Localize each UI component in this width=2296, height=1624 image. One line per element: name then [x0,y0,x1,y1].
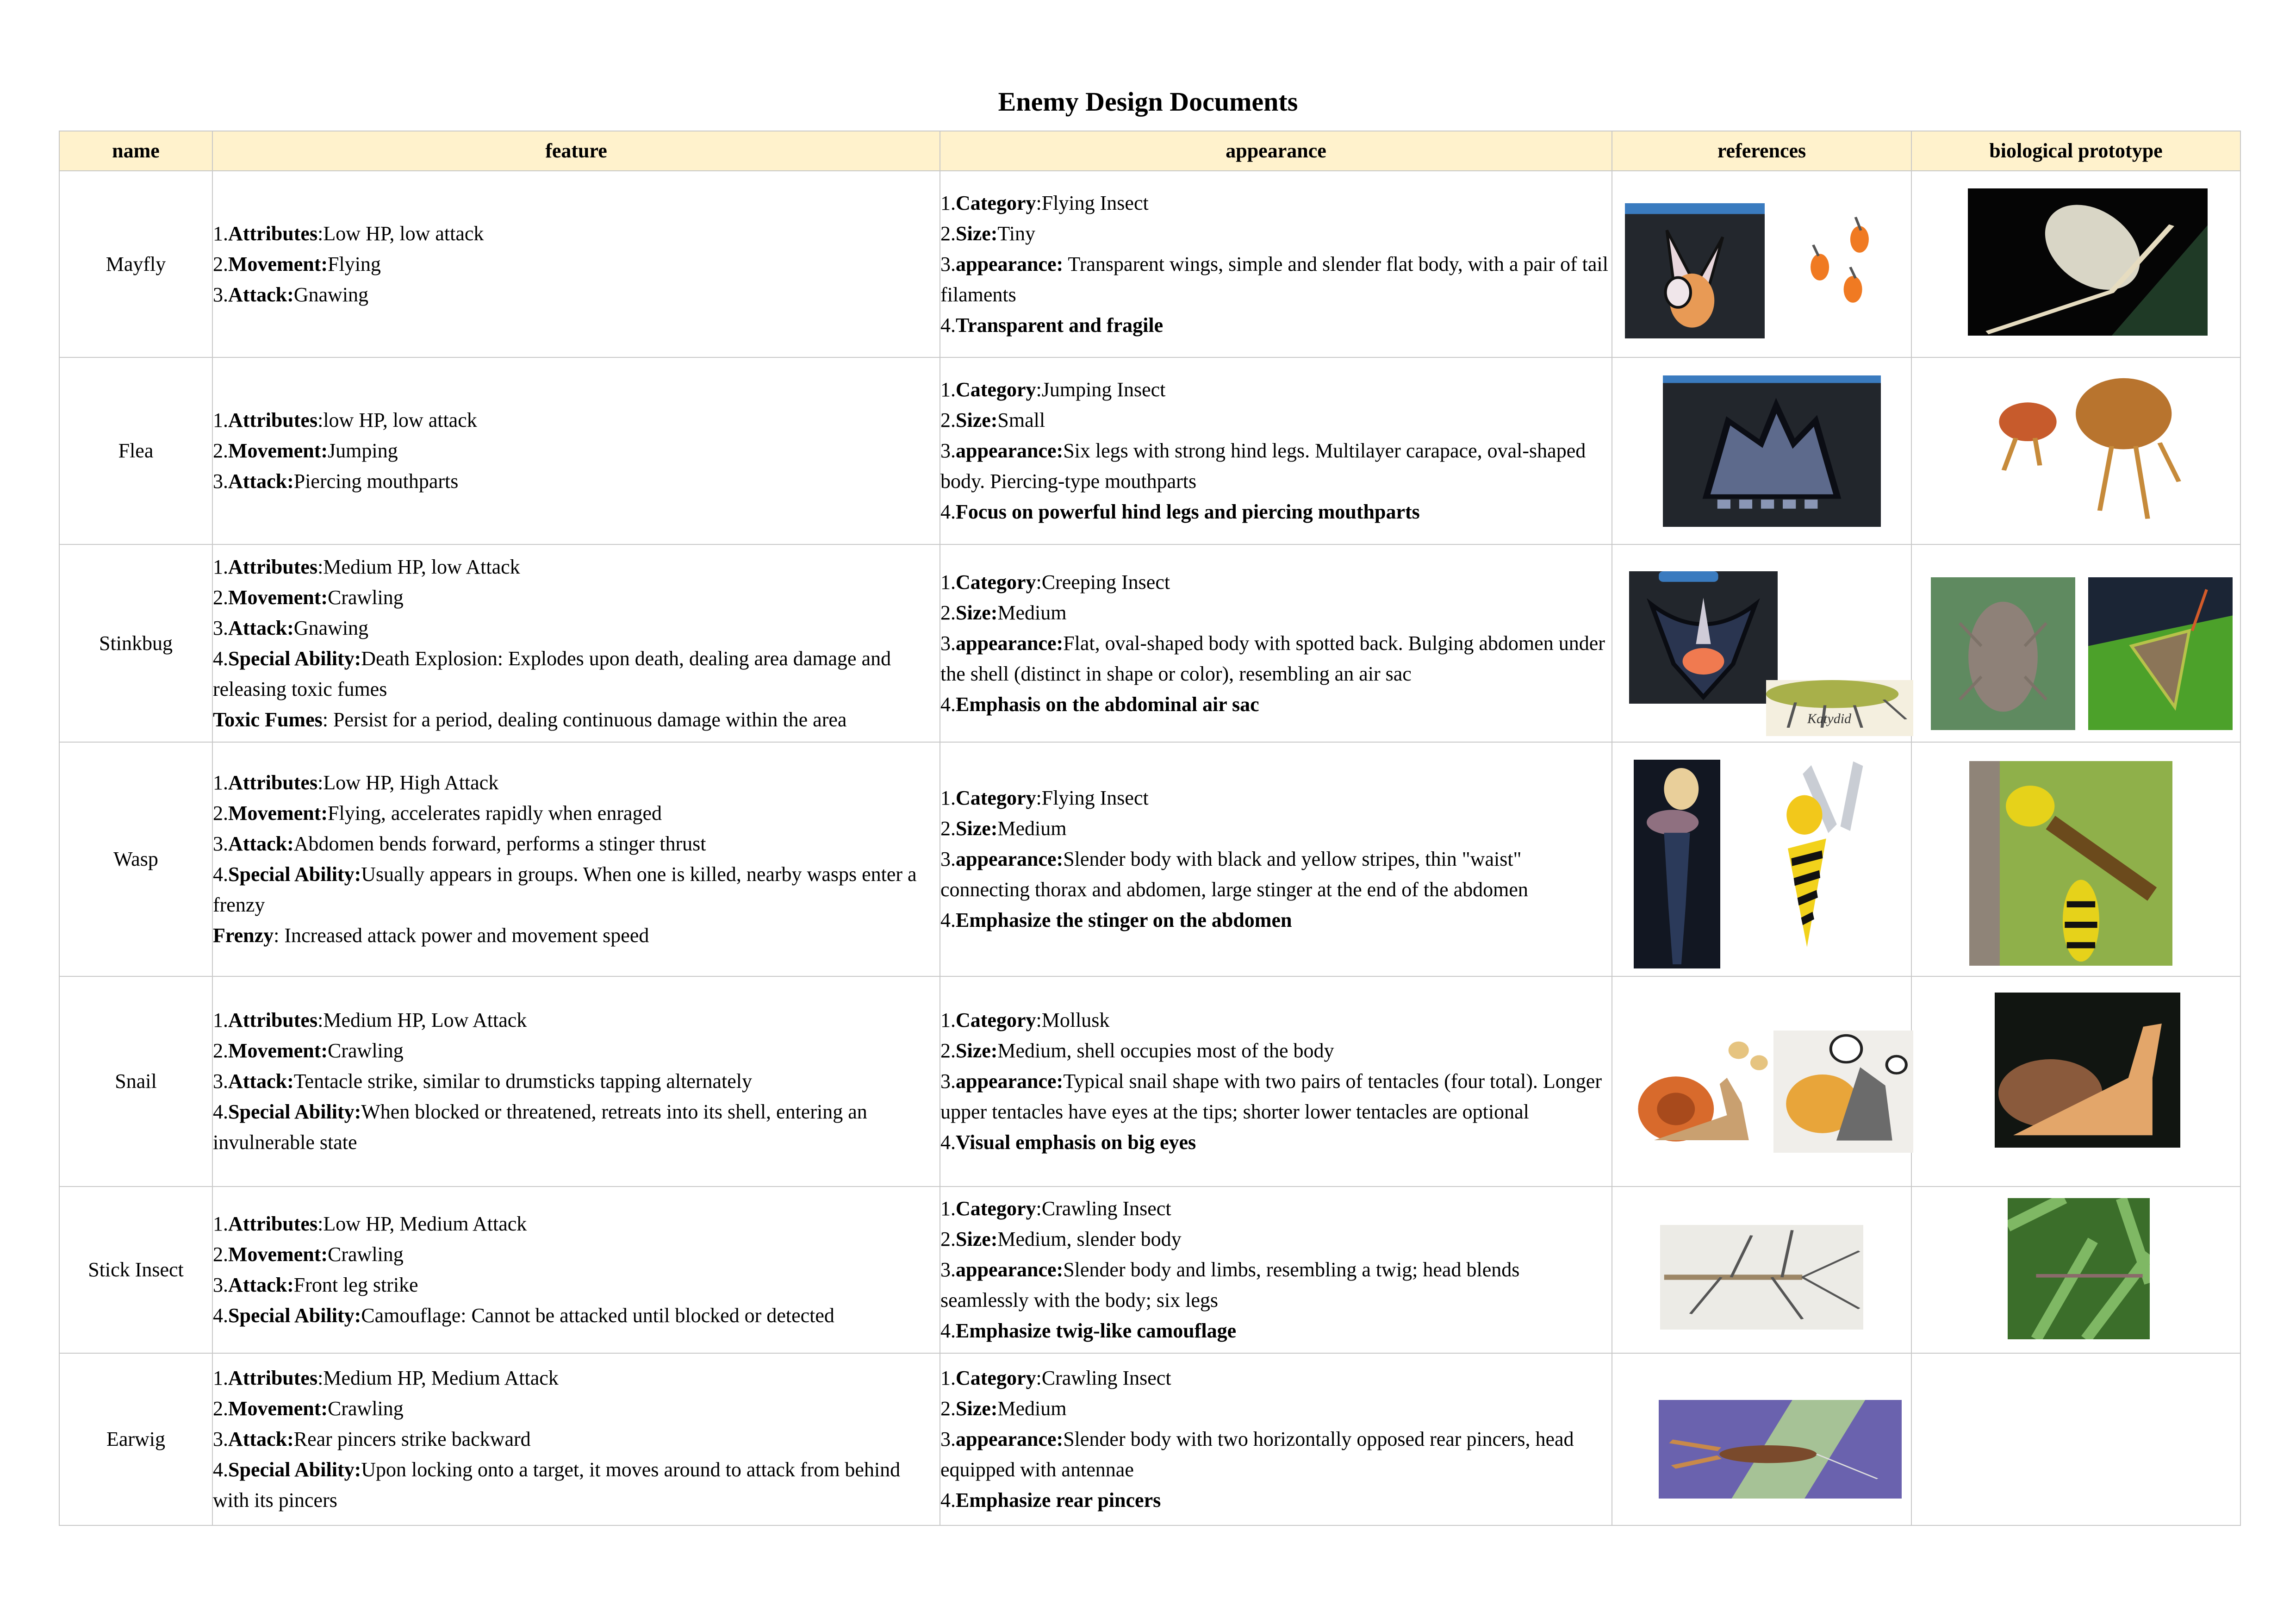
appearance-cell [940,742,1612,976]
katydid-caption: Katydid [1807,711,1852,726]
appearance-value: Medium [997,1397,1067,1420]
table-row [59,976,2240,1187]
feature-line [213,1300,940,1331]
feature-label: Attack: [228,470,294,493]
feature-value: Usually appears in groups. When one is killed, nearby wasps enter a frenzy [213,863,917,916]
appearance-line [940,1036,1612,1066]
reference-image-stinkbug-sprite [1629,571,1778,704]
feature-value: Piercing mouthparts [293,470,459,493]
feature-num: 1. [213,1009,228,1031]
header-references: references [1612,131,1911,171]
feature-line [213,859,940,920]
feature-num: 2. [213,586,228,609]
feature-num: 1. [213,1367,228,1389]
appearance-line [940,436,1612,497]
appearance-label: Emphasize the stinger on the abdomen [956,909,1292,931]
appearance-value: Slender body and limbs, resembling a twig; head blends seamlessly with the body; six legs [940,1258,1520,1312]
appearance-num: 4. [940,500,956,523]
appearance-line [940,375,1612,405]
appearance-num: 2. [940,1228,956,1250]
reference-image-wasp-humanoid-sprite [1634,760,1720,968]
appearance-num: 2. [940,222,956,245]
appearance-num: 3. [940,252,956,275]
feature-value: Death Explosion: Explodes upon death, dealing area damage and releasing toxic fumes [213,647,891,700]
header-appearance: appearance [940,131,1612,171]
appearance-line [940,1316,1612,1346]
appearance-num: 4. [940,693,956,716]
appearance-value: Flat, oval-shaped body with spotted back. Bulging abdomen under the shell (distinct in shape or color), resembling an air sac [940,631,1605,685]
appearance-line [940,219,1612,249]
appearance-line [940,249,1612,310]
appearance-num: 4. [940,909,956,931]
appearance-line [940,1066,1612,1127]
feature-value: Medium HP, Medium Attack [323,1367,559,1389]
appearance-sep: : [1036,1197,1042,1220]
table-row [59,742,2240,976]
feature-cell [212,1187,940,1353]
appearance-value: Creeping Insect [1041,570,1170,593]
feature-line [213,829,940,859]
appearance-value: Medium, shell occupies most of the body [997,1039,1334,1062]
feature-line [213,768,940,798]
appearance-num: 3. [940,1258,956,1281]
appearance-label: Emphasize twig-like camouflage [956,1319,1237,1342]
appearance-num: 3. [940,1070,956,1093]
appearance-value: Crawling Insect [1041,1367,1171,1389]
appearance-num: 4. [940,313,956,337]
appearance-value: Medium [997,817,1067,840]
appearance-cell [940,1353,1612,1525]
appearance-line [940,1005,1612,1036]
feature-num: 3. [213,832,228,855]
appearance-value: Slender body with black and yellow stripes, thin "waist" connecting thorax and abdomen, large stinger at the end of the abdomen [940,848,1528,901]
feature-label: Movement: [228,252,328,275]
appearance-num: 1. [940,1367,956,1389]
appearance-line [940,689,1612,720]
document-title: Enemy Design Documents [998,87,1298,117]
appearance-sep: : [1036,1009,1042,1031]
feature-label: Attack: [228,283,294,306]
appearance-line [940,497,1612,527]
feature-label: Movement: [228,1243,328,1266]
table-header-row [59,131,2240,171]
feature-num: 2. [213,252,228,275]
appearance-label: Category [956,1197,1036,1220]
reference-image-wasp-cartoon [1756,760,1884,957]
appearance-label: appearance: [956,631,1064,655]
feature-value: Low HP, low attack [323,222,484,245]
appearance-cell [940,544,1612,742]
feature-line [213,1066,940,1097]
feature-num: 3. [213,1274,228,1296]
appearance-value: Medium [997,601,1067,624]
feature-label: Attack: [228,1070,294,1093]
appearance-line [940,188,1612,219]
appearance-line [940,1193,1612,1224]
appearance-num: 4. [940,1489,956,1512]
feature-cell [212,976,940,1187]
feature-cell [212,742,940,976]
enemy-design-table [59,131,2241,1526]
appearance-num: 3. [940,631,956,655]
appearance-line [940,1224,1612,1255]
appearance-label: Category [956,191,1036,214]
appearance-line [940,310,1612,341]
appearance-label: Size: [956,817,998,840]
appearance-label: Size: [956,1039,998,1062]
appearance-label: Size: [956,601,998,624]
feature-label: Attack: [228,832,294,855]
appearance-label: Size: [956,1397,998,1420]
feature-value: Medium HP, low Attack [323,555,520,578]
reference-image-mayfly-cartoon [1773,206,1906,317]
feature-line [213,1424,940,1455]
appearance-num: 1. [940,570,956,593]
appearance-num: 1. [940,191,956,214]
appearance-label: Transparent and fragile [956,313,1164,337]
table-row [59,357,2240,544]
enemy-name-cell: Stinkbug [59,544,212,742]
appearance-line [940,783,1612,813]
table-row [59,1353,2240,1525]
appearance-sep: : [1036,570,1042,593]
prototype-image-flea-photo [1968,365,2208,527]
feature-line [213,798,940,829]
feature-value: Flying, accelerates rapidly when enraged [328,802,662,824]
feature-num: 1. [213,555,228,578]
feature-label: Special Ability: [228,1304,361,1327]
appearance-value: Typical snail shape with two pairs of tentacles (four total). Longer upper tentacles have eyes at the tips; shorter lower tentacles are optional [940,1070,1602,1123]
feature-line [213,405,940,436]
feature-value: Increased attack power and movement speed [284,924,649,947]
feature-label: Special Ability: [228,1100,361,1123]
feature-value: Camouflage: Cannot be attacked until blocked or detected [361,1304,834,1327]
feature-cell [212,1353,940,1525]
feature-num: 2. [213,1243,228,1266]
feature-value: Rear pincers strike backward [293,1428,531,1450]
appearance-num: 1. [940,378,956,401]
prototype-image-wasp-photo [1969,761,2172,966]
feature-label: Attack: [228,1428,294,1450]
appearance-sep: : [1036,191,1042,214]
appearance-label: Size: [956,409,998,431]
feature-sep: : [317,771,324,794]
feature-line [213,613,940,643]
appearance-label: appearance: [956,252,1064,275]
feature-value: Abdomen bends forward, performs a stinger thrust [293,832,706,855]
appearance-num: 2. [940,817,956,840]
prototype-image-stick-insect-photo [2008,1198,2150,1339]
reference-image-katydid-illustration [1766,680,1913,736]
feature-num: 3. [213,1070,228,1093]
feature-value: Gnawing [293,616,369,639]
appearance-line [940,628,1612,689]
feature-num: 2. [213,1039,228,1062]
feature-label: Movement: [228,586,328,609]
feature-num: 2. [213,1397,228,1420]
appearance-num: 1. [940,1197,956,1220]
feature-label: Attributes [228,222,318,245]
feature-line [213,1393,940,1424]
enemy-name-cell: Wasp [59,742,212,976]
feature-line [213,705,940,735]
feature-label: Frenzy [213,924,274,947]
feature-label: Special Ability: [228,863,361,886]
feature-cell [212,357,940,544]
appearance-line [940,1255,1612,1316]
appearance-num: 1. [940,787,956,809]
appearance-cell [940,1187,1612,1353]
appearance-line [940,567,1612,598]
appearance-sep: : [1036,787,1042,809]
appearance-cell [940,357,1612,544]
feature-value: Low HP, Medium Attack [323,1212,527,1235]
feature-sep: : [317,1367,324,1389]
appearance-num: 4. [940,1131,956,1154]
appearance-label: Emphasis on the abdominal air sac [956,693,1259,716]
enemy-name-cell: Mayfly [59,171,212,357]
appearance-num: 3. [940,1428,956,1450]
header-feature: feature [212,131,940,171]
table-row [59,1187,2240,1353]
appearance-num: 2. [940,1039,956,1062]
prototype-image-brown-stinkbug [1931,577,2075,730]
appearance-label: appearance: [956,1428,1064,1450]
appearance-num: 2. [940,601,956,624]
appearance-value: Flying Insect [1041,787,1149,809]
appearance-num: 3. [940,439,956,462]
enemy-name-cell: Earwig [59,1353,212,1525]
table-row [59,171,2240,357]
appearance-value: Six legs with strong hind legs. Multilayer carapace, oval-shaped body. Piercing-type mouthparts [940,439,1586,493]
feature-num: 1. [213,409,228,431]
feature-value: Crawling [328,1397,404,1420]
feature-value: When blocked or threatened, retreats into its shell, entering an invulnerable state [213,1100,867,1154]
appearance-line [940,1363,1612,1393]
appearance-label: Size: [956,222,998,245]
feature-label: Special Ability: [228,1458,361,1481]
feature-cell [212,544,940,742]
feature-num: 3. [213,1428,228,1450]
feature-line [213,1239,940,1270]
feature-value: Persist for a period, dealing continuous damage within the area [333,708,847,731]
appearance-label: Visual emphasis on big eyes [956,1131,1196,1154]
appearance-line [940,813,1612,844]
prototype-image-snail-photo [1995,993,2180,1148]
appearance-num: 3. [940,848,956,870]
feature-line [213,280,940,310]
appearance-value: Jumping Insect [1041,378,1166,401]
reference-image-snail-cartoon-2 [1773,1031,1913,1153]
appearance-value: Crawling Insect [1041,1197,1171,1220]
feature-value: Jumping [328,439,398,462]
feature-num: 1. [213,222,228,245]
appearance-line [940,905,1612,936]
appearance-value: Flying Insect [1041,191,1149,214]
feature-label: Movement: [228,1039,328,1062]
feature-label: Movement: [228,1397,328,1420]
appearance-line [940,405,1612,436]
appearance-label: Size: [956,1228,998,1250]
feature-label: Attributes [228,1212,318,1235]
prototype-image-green-stinkbug [2088,577,2233,730]
biological-prototype-cell [1911,1353,2240,1525]
feature-sep: : [317,1212,324,1235]
appearance-line [940,1393,1612,1424]
reference-image-snail-cartoon-1 [1625,1028,1771,1153]
appearance-value: Mollusk [1041,1009,1110,1031]
feature-line [213,1097,940,1158]
appearance-label: appearance: [956,1258,1064,1281]
feature-label: Special Ability: [228,647,361,670]
feature-sep: : [274,924,285,947]
feature-num: 1. [213,1212,228,1235]
feature-num: 2. [213,802,228,824]
feature-num: 3. [213,470,228,493]
table-row [59,544,2240,742]
feature-label: Attributes [228,1009,318,1031]
feature-line [213,219,940,249]
feature-value: Tentacle strike, similar to drumsticks tapping alternately [293,1070,753,1093]
feature-label: Attack: [228,1274,294,1296]
feature-value: Crawling [328,586,404,609]
appearance-value: Small [997,409,1045,431]
appearance-label: Category [956,1367,1036,1389]
feature-value: Flying [328,252,381,275]
feature-label: Attributes [228,409,318,431]
appearance-label: Focus on powerful hind legs and piercing mouthparts [956,500,1420,523]
appearance-label: Category [956,570,1036,593]
appearance-label: appearance: [956,1070,1064,1093]
feature-line [213,1005,940,1036]
feature-value: Crawling [328,1243,404,1266]
feature-label: Toxic Fumes [213,708,323,731]
feature-sep: : [317,409,324,431]
appearance-label: appearance: [956,439,1064,462]
feature-line [213,1209,940,1239]
feature-sep: : [317,555,324,578]
feature-line [213,643,940,705]
feature-line [213,249,940,280]
appearance-label: Category [956,787,1036,809]
feature-line [213,582,940,613]
feature-value: low HP, low attack [323,409,477,431]
feature-value: Gnawing [293,283,369,306]
feature-num: 4. [213,1304,228,1327]
appearance-value: Transparent wings, simple and slender flat body, with a pair of tail filaments [940,252,1608,306]
feature-line [213,1363,940,1393]
reference-image-earwig-photo [1659,1400,1902,1499]
feature-num: 4. [213,1458,228,1481]
feature-label: Attributes [228,771,318,794]
feature-line [213,436,940,466]
appearance-line [940,1127,1612,1158]
feature-num: 1. [213,771,228,794]
feature-cell [212,171,940,357]
feature-line [213,920,940,951]
enemy-name-cell: Flea [59,357,212,544]
feature-line [213,1455,940,1516]
appearance-value: Medium, slender body [997,1228,1182,1250]
reference-image-flea-sprite [1663,375,1881,527]
appearance-sep [1063,253,1068,275]
feature-num: 3. [213,616,228,639]
appearance-value: Slender body with two horizontally opposed rear pincers, head equipped with antennae [940,1428,1574,1481]
feature-value: Crawling [328,1039,404,1062]
header-name: name [59,131,212,171]
feature-label: Attributes [228,1367,318,1389]
feature-num: 4. [213,1100,228,1123]
feature-value: Medium HP, Low Attack [323,1009,527,1031]
feature-sep: : [317,222,324,245]
appearance-sep: : [1036,378,1042,401]
appearance-label: Category [956,378,1036,401]
appearance-num: 1. [940,1009,956,1031]
feature-sep: : [322,708,333,731]
enemy-name-cell: Stick Insect [59,1187,212,1353]
appearance-line [940,844,1612,905]
reference-image-stick-insect-illustration [1660,1225,1863,1330]
feature-line [213,1036,940,1066]
feature-num: 2. [213,439,228,462]
appearance-label: appearance: [956,848,1064,870]
feature-value: Front leg strike [293,1274,418,1296]
feature-num: 4. [213,647,228,670]
feature-value: Upon locking onto a target, it moves around to attack from behind with its pincers [213,1458,901,1512]
feature-num: 4. [213,863,228,886]
feature-line [213,552,940,582]
feature-num: 3. [213,283,228,306]
appearance-cell [940,976,1612,1187]
reference-image-mayfly-sprite [1625,203,1765,338]
header-biological-prototype: biological prototype [1911,131,2240,171]
feature-sep: : [317,1009,324,1031]
appearance-num: 4. [940,1319,956,1342]
appearance-line [940,1485,1612,1516]
enemy-name-cell: Snail [59,976,212,1187]
appearance-label: Category [956,1009,1036,1031]
appearance-label: Emphasize rear pincers [956,1489,1161,1512]
feature-value: Low HP, High Attack [323,771,499,794]
appearance-sep: : [1036,1367,1042,1389]
appearance-num: 2. [940,1397,956,1420]
appearance-value: Tiny [997,222,1035,245]
appearance-cell [940,171,1612,357]
appearance-num: 2. [940,409,956,431]
feature-label: Movement: [228,802,328,824]
feature-label: Attack: [228,616,294,639]
appearance-line [940,598,1612,628]
feature-label: Movement: [228,439,328,462]
appearance-line [940,1424,1612,1485]
prototype-image-mayfly-photo [1968,188,2208,336]
feature-line [213,466,940,497]
feature-line [213,1270,940,1300]
feature-label: Attributes [228,555,318,578]
